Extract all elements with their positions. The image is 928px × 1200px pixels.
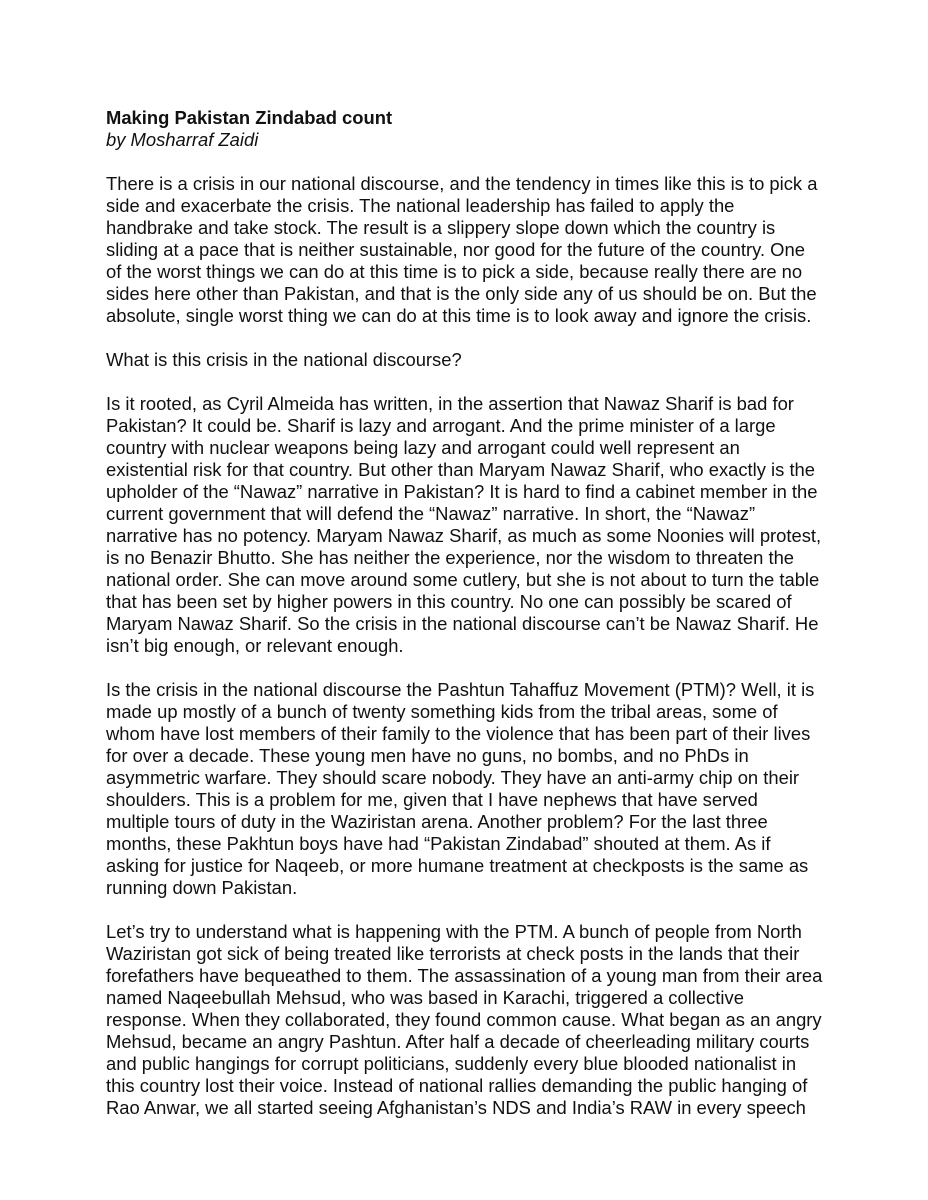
article-title: Making Pakistan Zindabad count <box>106 107 393 128</box>
paragraph <box>106 393 826 657</box>
document-page <box>106 107 826 1141</box>
text-line: There is a crisis in our national discourse, and the tendency in times like this is to pick a <box>106 173 818 194</box>
text-line: upholder of the “Nawaz” narrative in Pakistan? It is hard to find a cabinet member in the <box>106 481 818 502</box>
text-line: sides here other than Pakistan, and that is the only side any of us should be on. But the <box>106 283 817 304</box>
text-line: for over a decade. These young men have no guns, no bombs, and no PhDs in <box>106 745 749 766</box>
text-line: national order. She can move around some cutlery, but she is not about to turn the table <box>106 569 820 590</box>
text-line: Let’s try to understand what is happening with the PTM. A bunch of people from North <box>106 921 802 942</box>
text-line: made up mostly of a bunch of twenty something kids from the tribal areas, some of <box>106 701 778 722</box>
text-line: side and exacerbate the crisis. The national leadership has failed to apply the <box>106 195 735 216</box>
text-line: forefathers have bequeathed to them. The assassination of a young man from their area <box>106 965 823 986</box>
text-line: multiple tours of duty in the Waziristan arena. Another problem? For the last three <box>106 811 768 832</box>
text-line: narrative has no potency. Maryam Nawaz Sharif, as much as some Noonies will protest, <box>106 525 822 546</box>
text-line: is no Benazir Bhutto. She has neither the experience, nor the wisdom to threaten the <box>106 547 795 568</box>
text-line: existential risk for that country. But other than Maryam Nawaz Sharif, who exactly is the <box>106 459 816 480</box>
article-body <box>106 173 826 1119</box>
text-line: response. When they collaborated, they found common cause. What began as an angry <box>106 1009 822 1030</box>
text-line: Mehsud, became an angry Pashtun. After half a decade of cheerleading military courts <box>106 1031 810 1052</box>
text-line: whom have lost members of their family to the violence that has been part of their lives <box>106 723 811 744</box>
paragraph <box>106 349 826 371</box>
paragraph <box>106 921 826 1119</box>
text-line: sliding at a pace that is neither sustainable, nor good for the future of the country. One <box>106 239 805 260</box>
text-line: Is the crisis in the national discourse the Pashtun Tahaffuz Movement (PTM)? Well, it is <box>106 679 815 700</box>
text-line: Pakistan? It could be. Sharif is lazy and arrogant. And the prime minister of a large <box>106 415 776 436</box>
text-line: that has been set by higher powers in this country. No one can possibly be scared of <box>106 591 792 612</box>
text-line: isn’t big enough, or relevant enough. <box>106 635 404 656</box>
text-line: Rao Anwar, we all started seeing Afghanistan’s NDS and India’s RAW in every speech <box>106 1097 806 1118</box>
text-line: Waziristan got sick of being treated like terrorists at check posts in the lands that their <box>106 943 800 964</box>
article-byline: by Mosharraf Zaidi <box>106 129 259 150</box>
text-line: and public hangings for corrupt politicians, suddenly every blue blooded nationalist in <box>106 1053 797 1074</box>
paragraph <box>106 173 826 327</box>
text-line: Is it rooted, as Cyril Almeida has written, in the assertion that Nawaz Sharif is bad for <box>106 393 794 414</box>
text-line: handbrake and take stock. The result is a slippery slope down which the country is <box>106 217 776 238</box>
text-line: months, these Pakhtun boys have had “Pakistan Zindabad” shouted at them. As if <box>106 833 771 854</box>
text-line: asking for justice for Naqeeb, or more humane treatment at checkposts is the same as <box>106 855 809 876</box>
text-line: asymmetric warfare. They should scare nobody. They have an anti-army chip on their <box>106 767 800 788</box>
text-line: shoulders. This is a problem for me, given that I have nephews that have served <box>106 789 758 810</box>
text-line: of the worst things we can do at this time is to pick a side, because really there are no <box>106 261 803 282</box>
paragraph <box>106 679 826 899</box>
text-line: What is this crisis in the national discourse? <box>106 349 462 370</box>
text-line: this country lost their voice. Instead of national rallies demanding the public hanging of <box>106 1075 808 1096</box>
text-line: Maryam Nawaz Sharif. So the crisis in the national discourse can’t be Nawaz Sharif. He <box>106 613 819 634</box>
text-line: absolute, single worst thing we can do at this time is to look away and ignore the crisis. <box>106 305 812 326</box>
text-line: current government that will defend the “Nawaz” narrative. In short, the “Nawaz” <box>106 503 756 524</box>
text-line: running down Pakistan. <box>106 877 298 898</box>
text-line: country with nuclear weapons being lazy and arrogant could well represent an <box>106 437 740 458</box>
text-line: named Naqeebullah Mehsud, who was based in Karachi, triggered a collective <box>106 987 744 1008</box>
